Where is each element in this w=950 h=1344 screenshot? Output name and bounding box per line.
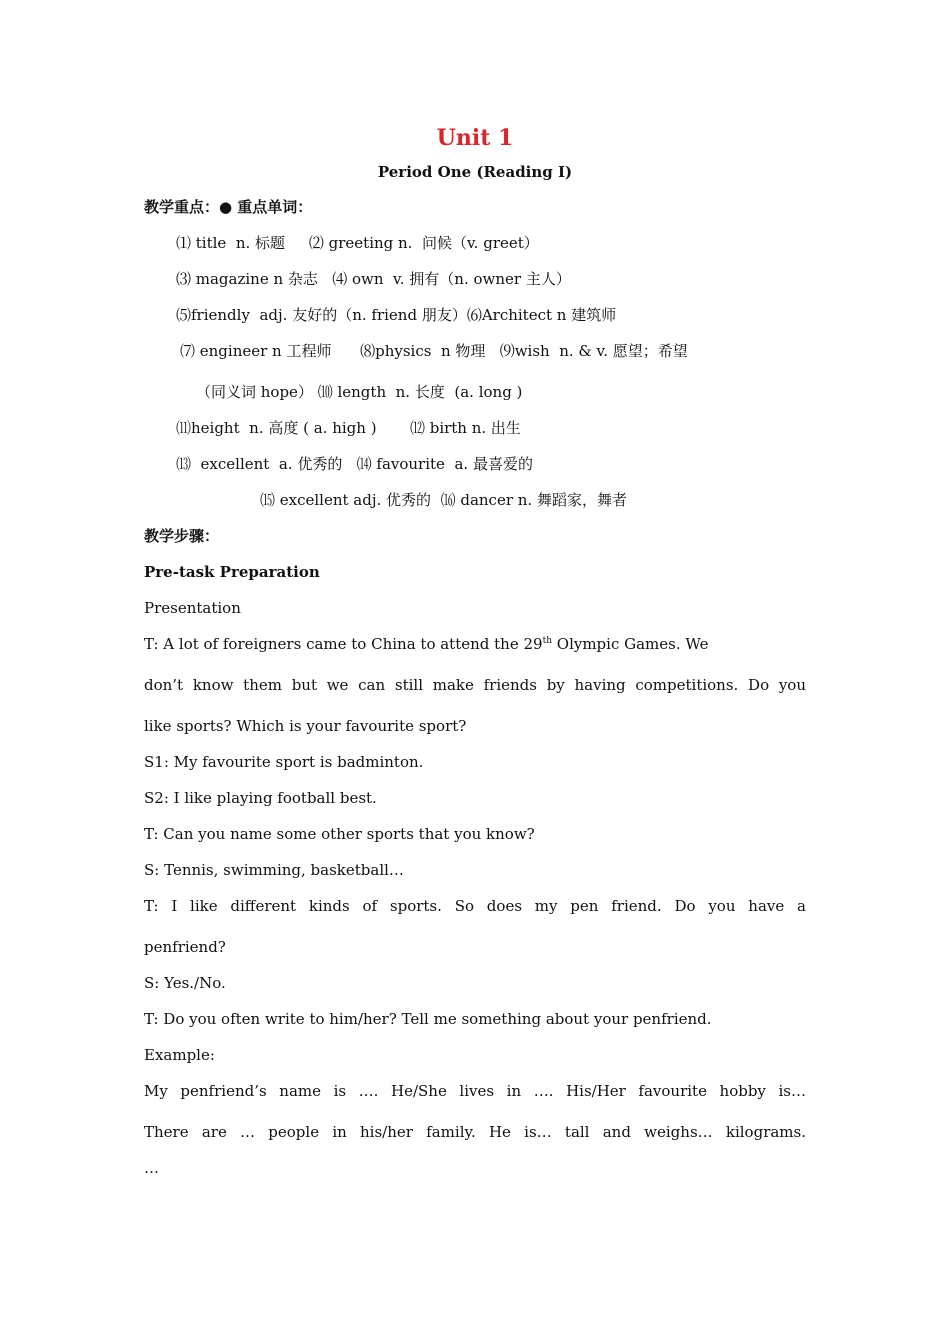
dialogue-line-1: [144, 634, 806, 654]
section-heading: Pre-task Preparation: [144, 563, 320, 581]
dialogue-line-9: penfriend?: [144, 938, 226, 956]
period-subtitle: Period One (Reading I): [377, 163, 573, 181]
dialogue-line-4: S1: My favourite sport is badminton.: [144, 753, 424, 771]
dialogue-line-6: T: Can you name some other sports that you know?: [144, 825, 535, 843]
vocab-line-8: ⒂ excellent adj. 优秀的 ⒃ dancer n. 舞蹈家，舞者: [260, 491, 627, 509]
dialogue-line-10: S: Yes./No.: [144, 974, 226, 992]
dialogue-line-11: T: Do you often write to him/her? Tell me something about your penfriend.: [144, 1010, 712, 1028]
example-line-1: My penfriend’s name is …. He/She lives in …. His/Her favourite hobby is…: [144, 1082, 806, 1100]
vocab-line-3: ⑸friendly adj. 友好的（n. friend 朋友）⑹Architect n 建筑师: [176, 306, 617, 324]
vocab-line-2: ⑶ magazine n 杂志 ⑷ own v. 拥有（n. owner 主人）: [176, 270, 571, 288]
example-ellipsis: …: [144, 1159, 159, 1177]
dialogue-text-1a: T: A lot of foreigners came to China to attend the 29: [144, 635, 543, 653]
dialogue-line-2: don’t know them but we can still make friends by having competitions. Do you: [144, 676, 806, 694]
dialogue-line-3: like sports? Which is your favourite sport?: [144, 717, 467, 735]
dialogue-line-7: S: Tennis, swimming, basketball…: [144, 861, 404, 879]
unit-title: Unit 1: [436, 125, 514, 151]
vocab-line-6: ⑾height n. 高度 ( a. high ) ⑿ birth n. 出生: [176, 419, 521, 437]
vocab-line-5: （同义词 hope） ⑽ length n. 长度 (a. long ): [196, 383, 523, 401]
vocab-line-1: ⑴ title n. 标题 ⑵ greeting n. 问候（v. greet）: [176, 234, 539, 252]
steps-heading: 教学步骤：: [144, 527, 220, 545]
dialogue-line-5: S2: I like playing football best.: [144, 789, 377, 807]
key-points-heading: 教学重点：● 重点单词：: [144, 198, 313, 216]
example-label: Example:: [144, 1046, 215, 1064]
vocab-line-4: ⑺ engineer n 工程师 ⑻physics n 物理 ⑼wish n. & v. 愿望；希望: [180, 342, 688, 360]
example-line-2: There are … people in his/her family. He is… tall and weighs… kilograms.: [144, 1123, 806, 1141]
ordinal-suffix: th: [542, 636, 552, 646]
dialogue-line-8: T: I like different kinds of sports. So does my pen friend. Do you have a: [144, 897, 806, 915]
subsection-heading: Presentation: [144, 599, 241, 617]
vocab-line-7: ⒀ excellent a. 优秀的 ⒁ favourite a. 最喜爱的: [176, 455, 533, 473]
dialogue-text-1b: Olympic Games. We: [552, 635, 709, 653]
